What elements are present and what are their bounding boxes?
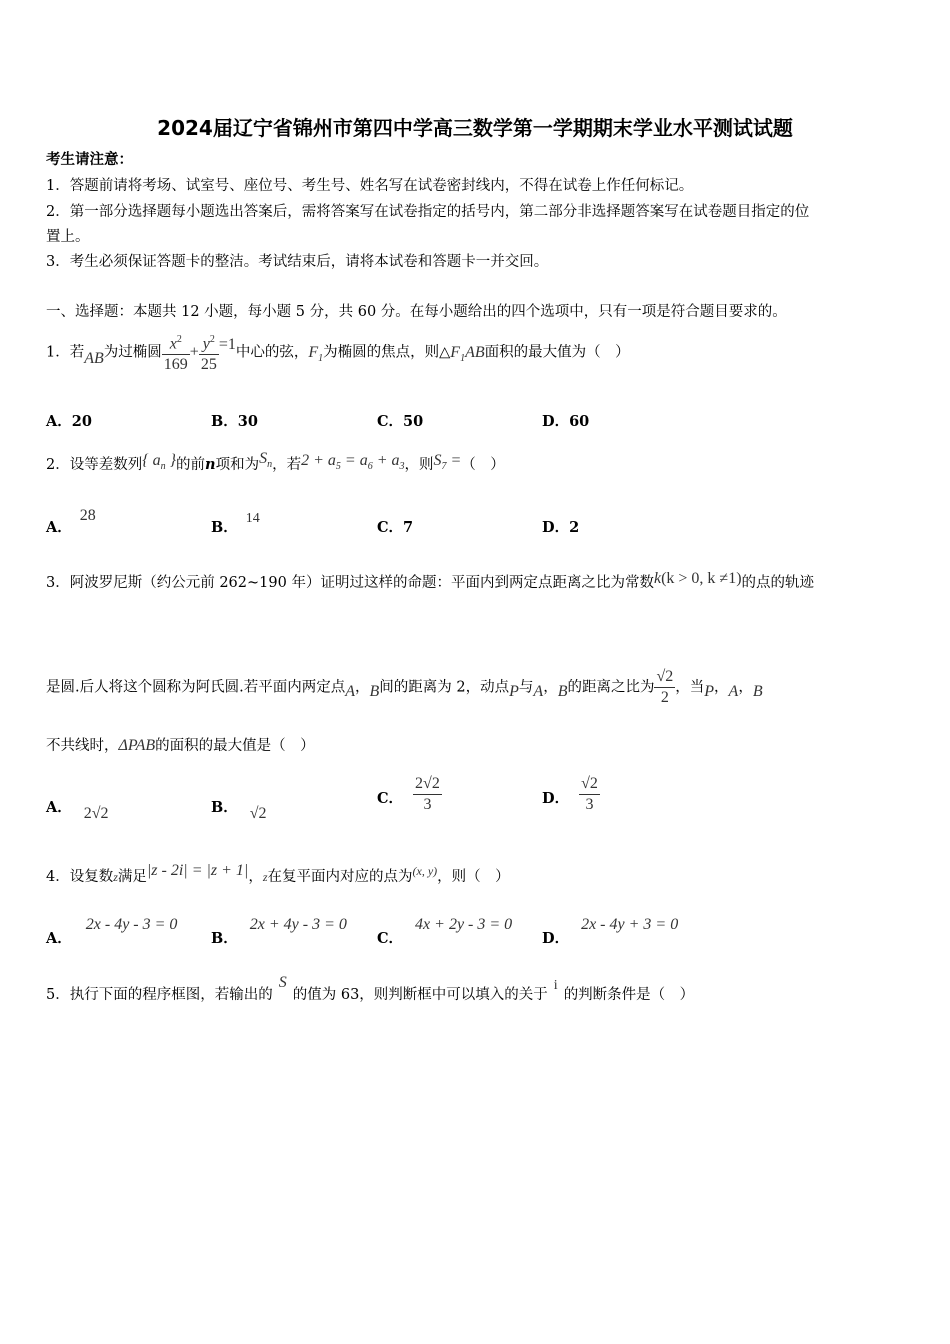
q3-text-with: 与 xyxy=(518,679,534,696)
q1-fraction-x: $\frac{x^2}{169}$ xyxy=(162,330,190,375)
q4-text-2: 满足 xyxy=(117,869,147,885)
q2-text-2: 的前 xyxy=(176,457,206,473)
q1-ab: AB xyxy=(84,349,104,367)
q4-z-2: z xyxy=(262,870,268,884)
notice-heading: 考生请注意： xyxy=(46,151,133,168)
q3-option-c: C． $\frac{2√2}{3}$ xyxy=(377,775,440,813)
q2-text-5: ，则 xyxy=(404,457,434,473)
q1-option-b: B．30 xyxy=(211,413,258,430)
q3-point-p-2: P xyxy=(704,682,715,700)
q2-sn: $S_n$ xyxy=(259,450,273,471)
notice-item-3: 3．考生必须保证答题卡的整洁。考试结束后，请将本试卷和答题卡一并交回。 xyxy=(46,254,549,270)
q3-k: k xyxy=(653,570,662,587)
q3-point-b-2: B xyxy=(557,682,568,700)
q4-text-4: ，则（ ） xyxy=(437,869,510,885)
section-heading: 一、选择题：本题共 12 小题，每小题 5 分，共 60 分。在每小题给出的四个选项中，只有一项是符合题目要求的。 xyxy=(46,304,787,320)
q3-option-b: B． √2 xyxy=(211,799,267,822)
q3-point-a-3: A xyxy=(728,682,739,700)
q3-point-b: B xyxy=(369,682,380,700)
question-3-line-1 xyxy=(46,570,815,593)
q2-text-6: （ ） xyxy=(461,457,505,473)
q2-text-4: ，若 xyxy=(272,457,302,473)
q3-point-a: A xyxy=(345,682,355,700)
q1-option-a: A．20 xyxy=(46,413,92,430)
q5-text-1: 5．执行下面的程序框图，若输出的 xyxy=(46,987,273,1003)
q1-text-4: 为椭圆的焦点，则△ xyxy=(323,344,451,361)
q5-text-3: 的判断条件是（ ） xyxy=(563,987,695,1003)
q4-comma: ， xyxy=(248,869,263,885)
q4-option-c: C．4x + 2y - 3 = 0 xyxy=(377,916,513,947)
q3-option-d-fraction: $\frac{√2}{3}$ xyxy=(581,775,598,813)
q5-s: S xyxy=(278,974,287,991)
q1-text-1: 1．若 xyxy=(46,344,85,361)
q1-equals-one: =1 xyxy=(218,335,236,353)
q3-point-p: P xyxy=(509,682,519,700)
q1-option-d: D．60 xyxy=(542,413,590,430)
q1-text-2: 为过椭圆 xyxy=(103,344,162,361)
question-3-line-3 xyxy=(46,736,315,756)
question-3-line-2: 是圆.后人将这个圆称为阿氏圆.若平面内两定点A，B间的距离为 2，动点P与A，B的距离之比为 $\frac{√2}{2}$ ，当P，A，B xyxy=(46,668,763,706)
question-4 xyxy=(46,862,510,887)
question-2 xyxy=(46,450,505,481)
q3-text-1: 3．阿波罗尼斯（约公元前 262~190 年）证明过这样的命题：平面内到两定点距离之比为常数 xyxy=(46,575,654,591)
q2-option-c: C．7 xyxy=(377,519,414,536)
q4-option-b: B．2x + 4y - 3 = 0 xyxy=(211,916,347,947)
q4-z: z xyxy=(113,870,118,884)
q5-i: i xyxy=(553,978,558,993)
q2-condition: $2 + a_5 = a_6 + a_3$ xyxy=(301,452,405,473)
notice-item-2: 2．第一部分选择题每小题选出答案后，需将答案写在试卷指定的括号内，第二部分非选择题答案写在试卷题目指定的位 xyxy=(46,204,810,220)
q4-text-3: 在复平面内对应的点为 xyxy=(267,869,413,885)
q2-s7: $S_7$ = xyxy=(433,452,462,473)
q3-text-3: 是圆.后人将这个圆称为阿氏圆.若平面内两定点 xyxy=(46,679,346,696)
q1-plus: + xyxy=(189,343,199,361)
q4-point: (x, y) xyxy=(412,864,438,878)
q3-text-2: 的点的轨迹 xyxy=(741,575,815,591)
q2-option-b: B．14 xyxy=(211,511,260,536)
q1-text-5: 面积的最大值为（ ） xyxy=(484,344,630,361)
q2-option-a: A．28 xyxy=(46,507,96,536)
q3-text-6: ，当 xyxy=(675,679,705,696)
page-title: 2024届辽宁省锦州市第四中学高三数学第一学期期末学业水平测试试题 xyxy=(157,116,793,140)
q3-ratio-fraction: $\frac{√2}{2}$ xyxy=(656,668,674,706)
q4-text-1: 4．设复数 xyxy=(46,869,114,885)
q5-text-2: 的值为 63，则判断框中可以填入的关于 xyxy=(292,987,548,1003)
q2-text-1: 2．设等差数列 xyxy=(46,457,143,473)
q3-option-d: D． $\frac{√2}{3}$ xyxy=(542,775,598,813)
q1-option-c: C．50 xyxy=(377,413,424,430)
q3-text-4: 间的距离为 2，动点 xyxy=(379,679,510,696)
q2-sequence: { $a_n$ } xyxy=(142,452,177,473)
q1-f1ab: $F_1AB$ xyxy=(450,343,485,364)
q3-point-a-2: A xyxy=(533,682,544,700)
q1-f1: $F_1$ xyxy=(308,343,324,364)
q2-text-3: 项和为 xyxy=(215,457,260,473)
question-1 xyxy=(46,330,630,379)
q3-k-condition: (k > 0, k ≠1) xyxy=(661,570,742,587)
q4-option-a: A．2x - 4y - 3 = 0 xyxy=(46,916,178,947)
question-5 xyxy=(46,974,695,1006)
q4-option-d: D．2x - 4y + 3 = 0 xyxy=(542,916,679,947)
q3-text-8: 的面积的最大值是（ ） xyxy=(155,738,315,754)
notice-item-1: 1．答题前请将考场、试室号、座位号、考生号、姓名写在试卷密封线内，不得在试卷上作任何标记。 xyxy=(46,178,694,194)
q2-option-d: D．2 xyxy=(542,519,580,536)
q3-triangle-pab: ΔPAB xyxy=(118,737,156,754)
notice-item-2-cont: 置上。 xyxy=(46,229,90,245)
q1-fraction-y: $\frac{y^2}{25}$ xyxy=(199,330,219,375)
q3-option-a: A． 2√2 xyxy=(46,799,109,822)
q3-option-c-fraction: $\frac{2√2}{3}$ xyxy=(415,775,440,813)
q2-n: n xyxy=(205,456,216,473)
q3-point-b-3: B xyxy=(752,682,763,700)
q1-text-3: 中心的弦， xyxy=(235,344,309,361)
q3-text-7: 不共线时， xyxy=(46,738,119,754)
q4-condition: |z - 2i| = |z + 1| xyxy=(146,862,249,879)
q3-text-5: 的距离之比为 xyxy=(567,679,655,696)
